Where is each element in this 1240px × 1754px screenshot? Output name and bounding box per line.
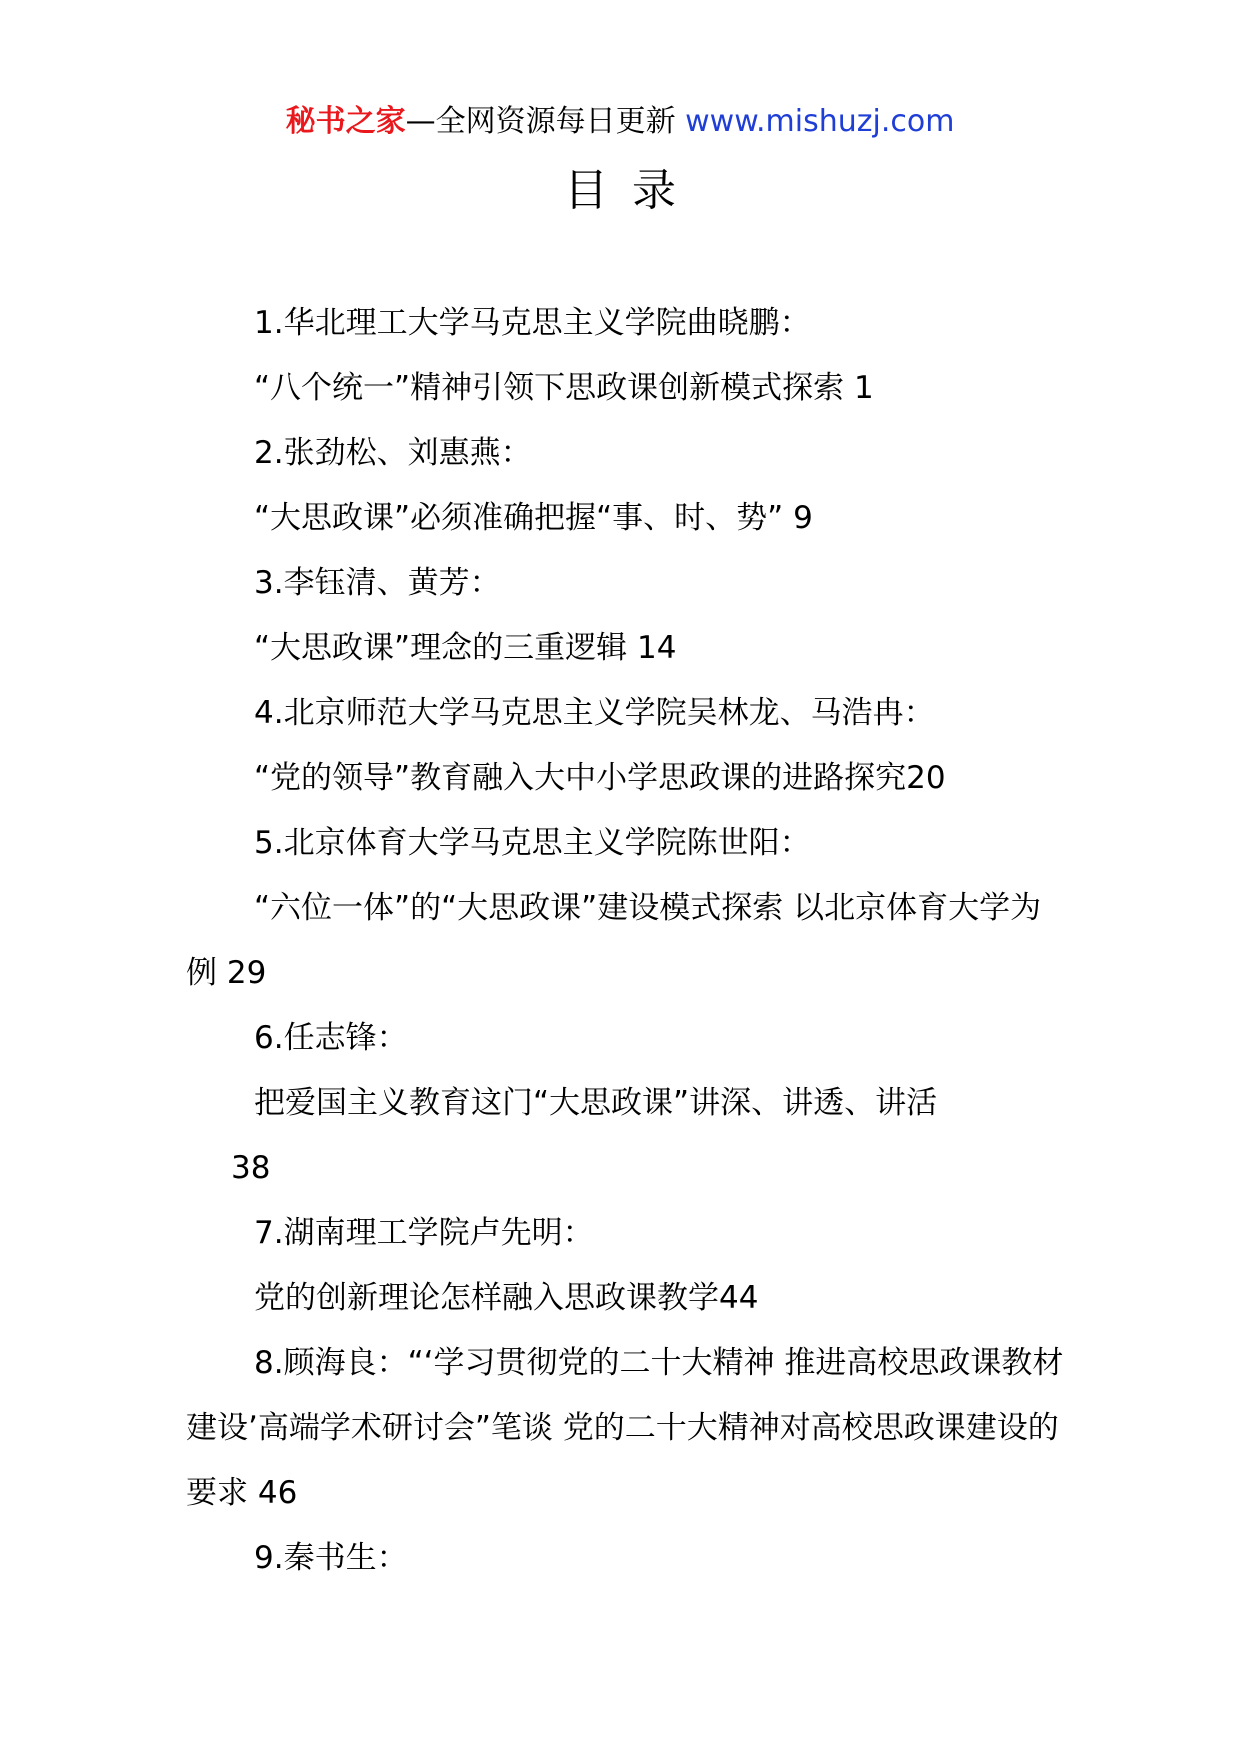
brand-name: 秘书之家 xyxy=(285,104,406,139)
toc-author-6: 6.任志锋： xyxy=(254,1020,408,1056)
header-tagline: —全网资源每日更新 xyxy=(405,104,676,139)
toc-entry-4[interactable]: “党的领导”教育融入大中小学思政课的进路探究20 xyxy=(254,760,946,796)
toc-entry-3[interactable]: “大思政课”理念的三重逻辑 14 xyxy=(254,630,677,666)
toc-entry-7[interactable]: 党的创新理论怎样融入思政课教学44 xyxy=(254,1280,759,1316)
table-of-contents xyxy=(186,291,1066,1591)
toc-entry-6-page[interactable]: 38 xyxy=(231,1150,271,1186)
toc-entry-5[interactable]: “六位一体”的“大思政课”建设模式探索 以北京体育大学为例 29 xyxy=(186,890,1042,991)
page-title: 目录 xyxy=(564,165,700,216)
toc-entry-8[interactable]: 8.顾海良：“‘学习贯彻党的二十大精神 推进高校思政课教材建设’高端学术研讨会”笔谈 党的二十大精神对高校思政课建设的要求 46 xyxy=(186,1345,1064,1511)
toc-entry-2[interactable]: “大思政课”必须准确把握“事、时、势” 9 xyxy=(254,500,813,536)
toc-entry-6[interactable]: 把爱国主义教育这门“大思政课”讲深、讲透、讲活 xyxy=(254,1085,938,1121)
toc-author-3: 3.李钰清、黄芳： xyxy=(254,565,501,601)
toc-author-7: 7.湖南理工学院卢先明： xyxy=(254,1215,594,1251)
site-header xyxy=(0,100,1240,144)
toc-author-2: 2.张劲松、刘惠燕： xyxy=(254,435,532,471)
toc-author-9: 9.秦书生： xyxy=(254,1540,408,1576)
site-url[interactable]: www.mishuzj.com xyxy=(685,104,955,139)
toc-author-5: 5.北京体育大学马克思主义学院陈世阳： xyxy=(254,825,811,861)
toc-author-4: 4.北京师范大学马克思主义学院吴林龙、马浩冉： xyxy=(254,695,935,731)
toc-entry-1[interactable]: “八个统一”精神引领下思政课创新模式探索 1 xyxy=(254,370,874,406)
toc-author-1: 1.华北理工大学马克思主义学院曲晓鹏： xyxy=(254,305,811,341)
